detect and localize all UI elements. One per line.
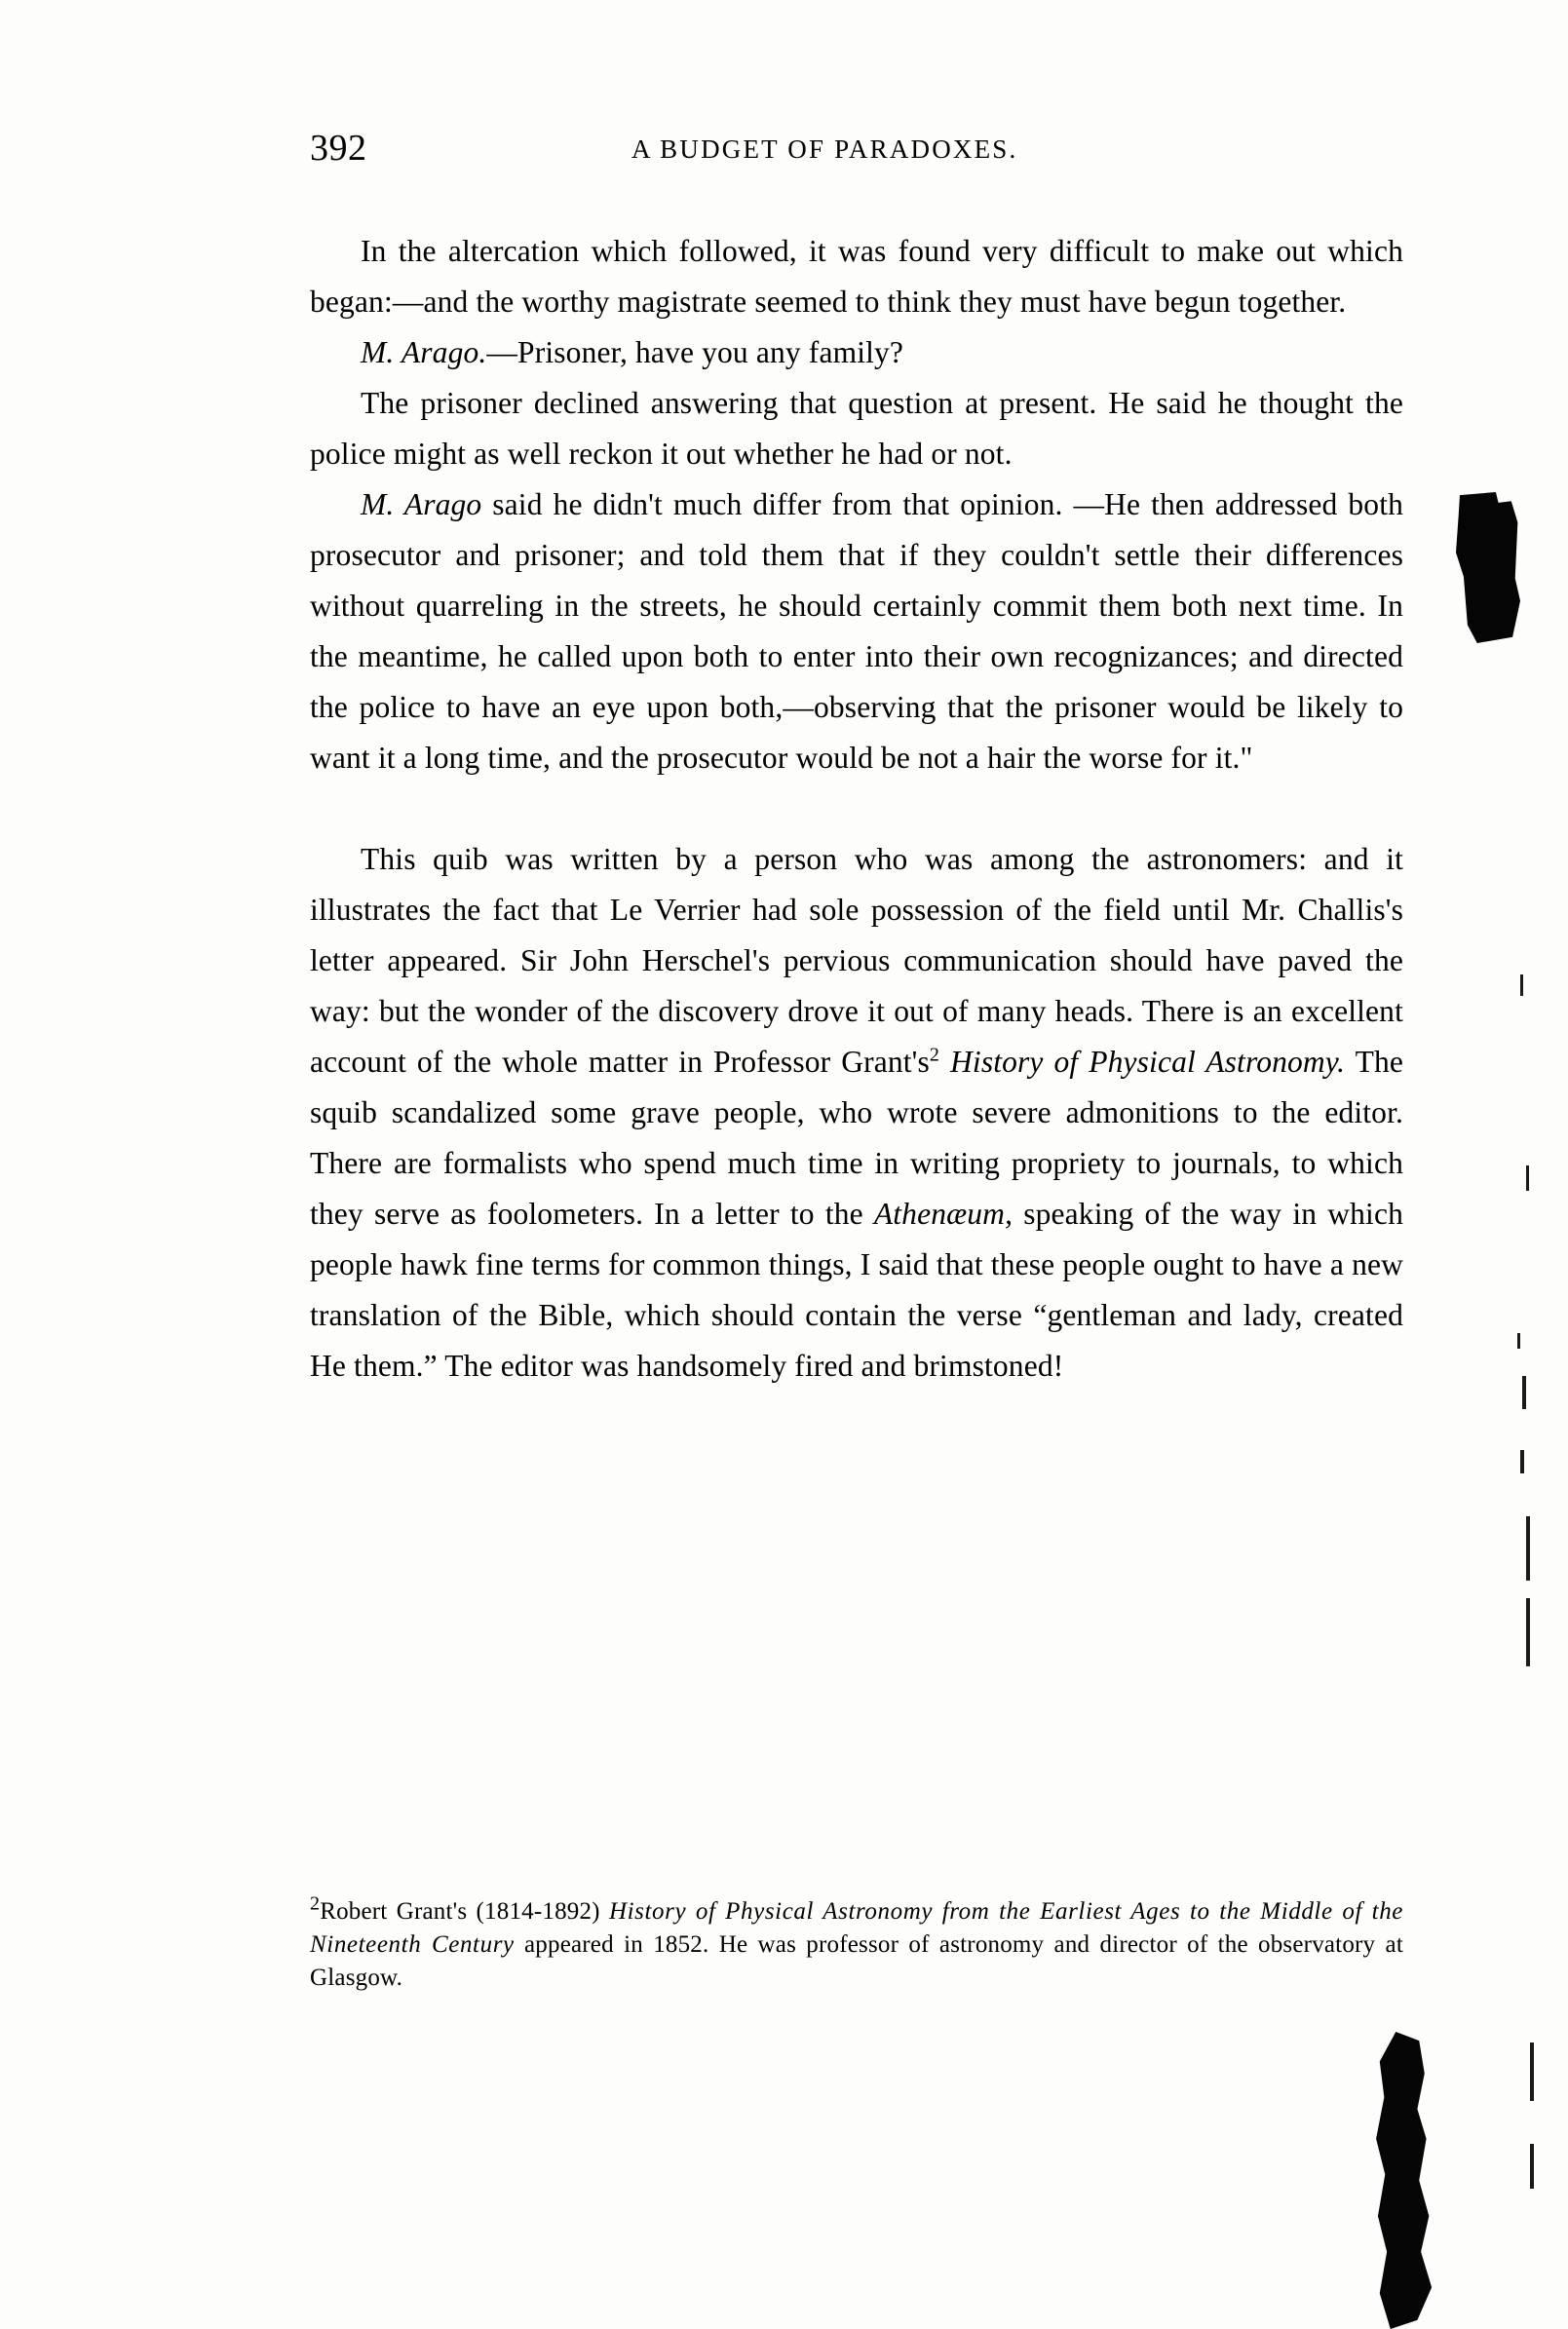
scan-artifact-bottom xyxy=(1355,2032,1444,2329)
scan-speck xyxy=(1522,1376,1526,1409)
scan-speck xyxy=(1530,2144,1534,2189)
scan-speck xyxy=(1517,1333,1520,1349)
page-number: 392 xyxy=(310,128,367,169)
paragraph-2-text: —Prisoner, have you any family? xyxy=(486,335,904,369)
paragraph-4 xyxy=(310,479,1403,783)
speaker-attribution-arago-1: M. Arago. xyxy=(361,335,487,369)
paragraph-3-text: The prisoner declined answering that question at present. He said he thought the police might as well reckon it out whether he had or not. xyxy=(310,386,1403,471)
scan-speck xyxy=(1520,974,1523,996)
book-title-history-of-physical-astronomy: History of Physical Astronomy. xyxy=(950,1045,1346,1079)
running-head: A BUDGET OF PARADOXES. xyxy=(631,134,1018,164)
footnote-reference-marker: 2 xyxy=(929,1044,940,1066)
scan-artifact-top xyxy=(1456,492,1520,643)
scan-speck xyxy=(1526,1516,1530,1581)
footnote-text-part1: Robert Grant's (1814-1892) xyxy=(320,1898,609,1925)
footnote-marker: 2 xyxy=(310,1892,321,1915)
page-header xyxy=(310,127,1382,175)
paragraph-1-text: In the altercation which followed, it was found very difficult to make out which began:—and the worthy magistrate seemed to think they must have begun together. xyxy=(310,234,1403,319)
paragraph-3 xyxy=(310,378,1403,479)
scan-speck xyxy=(1526,1598,1530,1666)
paragraph-5-text-part2: The squib scandalized some grave people, who wrote severe admonitions to the editor. There are formalists who spend much time in writing propriety to journals, to which they serve as foolometers. In a letter to the xyxy=(310,1045,1404,1231)
scan-speck xyxy=(1526,1165,1529,1191)
paragraph-5-text-part3: speaking of the way in which people hawk fine terms for common things, I said that these people ought to have a new translation of the Bible, which should contain the verse “gentleman and lady, created He them.” The editor was handsomely fired and brimstoned! xyxy=(310,1197,1403,1383)
paragraph-5 xyxy=(310,834,1403,1392)
journal-title-athenaeum: Athenæum, xyxy=(873,1197,1013,1231)
footnote-text-part2: appeared in 1852. He was professor of astronomy and director of the observatory at Glasgow. xyxy=(310,1931,1403,1991)
scan-speck xyxy=(1520,1450,1524,1473)
paragraph-4-text: said he didn't much differ from that opinion. —He then addressed both prosecutor and prisoner; and told them that if they couldn't settle their differences without quarreling in the streets, he should certainly commit them both next time. In the meantime, he called upon both to enter into their own recognizances; and directed the police to have an eye upon both,—observing that the prisoner would be likely to want it a long time, and the prosecutor would be not a hair the worse for it." xyxy=(310,487,1404,775)
paragraph-5-text-part1: This quib was written by a person who was among the astronomers: and it illustrates the fact that Le Verrier had sole possession of the field until Mr. Challis's letter appeared. Sir John Herschel's pervious communication should have paved the way: but the wonder of the discovery drove it out of many heads. There is an excellent account of the whole matter in Professor Grant's xyxy=(310,842,1403,1079)
speaker-attribution-arago-2: M. Arago xyxy=(361,487,482,521)
paragraph-2 xyxy=(310,327,1403,378)
footnote-block xyxy=(310,1892,1403,1995)
footnote-italic-title: History of Physical Astronomy from the Earliest Ages to the Middle of the Nineteenth Century xyxy=(310,1898,1403,1958)
scan-speck xyxy=(1530,2043,1534,2101)
paragraph-1 xyxy=(310,226,1403,327)
body-text-column xyxy=(310,226,1403,1392)
